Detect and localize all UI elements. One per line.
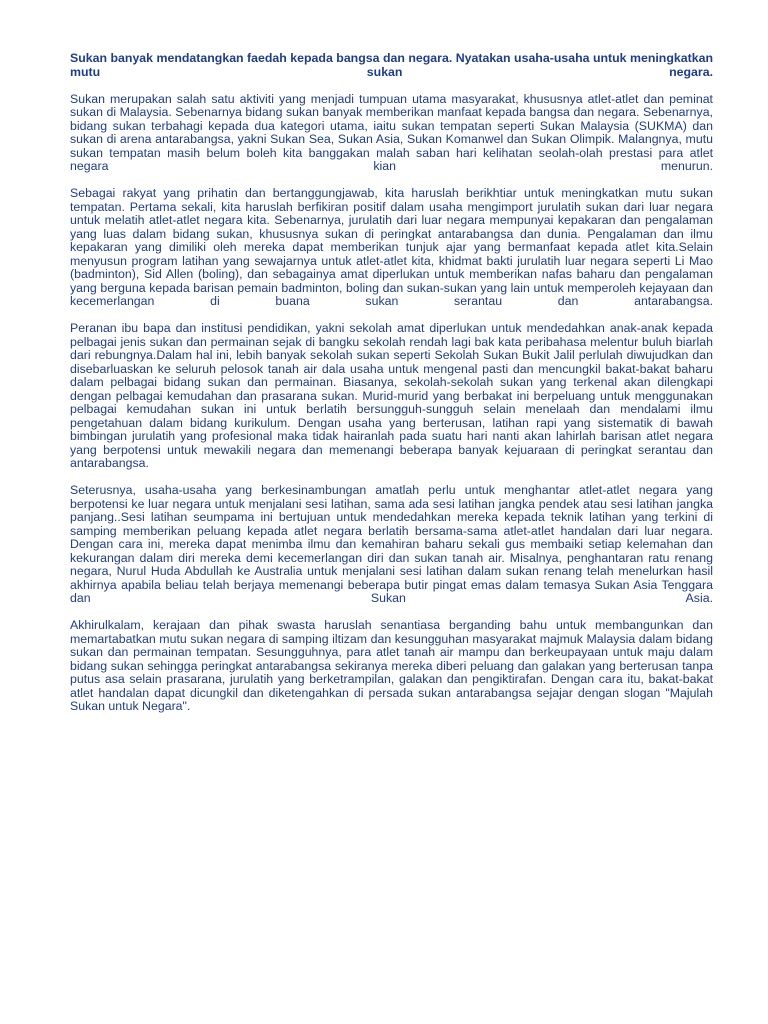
paragraph-overseas-training: Seterusnya, usaha-usaha yang berkesinambungan amatlah perlu untuk menghantar atlet-atlet negara yang berpotensi ke luar negara untuk menjalani sesi latihan, sama ada sesi latihan jangka pendek atau sesi latihan jangka panjang..Sesi latihan seumpama ini bertujuan untuk mendedahkan mereka kepada teknik latihan yang terkini di samping memberikan peluang kepada atlet negara berlatih bersama-sama atlet-atlet handalan dari luar negara. Dengan cara ini, mereka dapat menimba ilmu dan kemahiran baharu sekali gus membaiki setiap kelemahan dan kekurangan dalam diri mereka demi kecemerlangan diri dan sukan tanah air. Misalnya, penghantaran ratu renang negara, Nurul Huda Abdullah ke Australia untuk menjalani sesi latihan dalam sukan renang telah menelurkan hasil akhirnya apabila beliau telah berjaya memenangi beberapa butir pingat emas dalam temasya Sukan Asia Tenggara dan Sukan Asia.	[70, 483, 713, 605]
paragraph-conclusion: Akhirulkalam, kerajaan dan pihak swasta haruslah senantiasa berganding bahu untuk membangunkan dan memartabatkan mutu sukan negara di samping iltizam dan kesungguhan masyarakat majmuk Malaysia dalam bidang sukan dan permainan tempatan. Sesungguhnya, para atlet tanah air mampu dan berkeupayaan untuk maju dalam bidang sukan sehingga peringkat antarabangsa sekiranya mereka diberi peluang dan galakan yang berterusan tanpa putus asa selain prasarana, jurulatih yang berketrampilan, galakan dan pengiktirafan. Dengan cara itu, bakat-bakat atlet handalan dapat dicungkil dan diketengahkan di persada sukan antarabangsa sejajar dengan slogan "Majulah Sukan untuk Negara".	[70, 618, 713, 713]
paragraph-foreign-coaches: Sebagai rakyat yang prihatin dan bertanggungjawab, kita haruslah berikhtiar untuk meningkatkan mutu sukan tempatan. Pertama sekali, kita haruslah berfikiran positif dalam usaha mengimport jurulatih sukan dari luar negara untuk melatih atlet-atlet negara kita. Sebenarnya, jurulatih dari luar negara mempunyai kepakaran dan pengalaman yang luas dalam bidang sukan, khususnya sukan di peringkat antarabangsa dan dunia. Pengalaman dan ilmu kepakaran yang dimiliki oleh mereka dapat memberikan tunjuk ajar yang bermanfaat kepada atlet kita.Selain menyusun program latihan yang sewajarnya untuk atlet-atlet kita, khidmat bakti jurulatih luar negara seperti Li Mao (badminton), Sid Allen (boling), dan sebagainya amat diperlukan untuk memberikan nafas baharu dan pengalaman yang berguna kepada barisan pemain badminton, boling dan sukan-sukan yang lain untuk memperoleh kejayaan dan kecemerlangan di buana sukan serantau dan antarabangsa.	[70, 186, 713, 308]
essay-title: Sukan banyak mendatangkan faedah kepada bangsa dan negara. Nyatakan usaha-usaha untuk meningkatkan mutu sukan negara.	[70, 51, 713, 79]
document-page	[70, 52, 713, 727]
paragraph-intro: Sukan merupakan salah satu aktiviti yang menjadi tumpuan utama masyarakat, khususnya atlet-atlet dan peminat sukan di Malaysia. Sebenarnya bidang sukan banyak memberikan manfaat kepada bangsa dan negara. Sebenarnya, bidang sukan terbahagi kepada dua kategori utama, iaitu sukan tempatan seperti Sukan Malaysia (SUKMA) dan sukan di arena antarabangsa, yakni Sukan Sea, Sukan Asia, Sukan Komanwel dan Sukan Olimpik. Malangnya, mutu sukan tempatan masih belum boleh kita banggakan malah saban hari kelihatan seolah-olah prestasi para atlet negara kian menurun.	[70, 91, 713, 173]
paragraph-parents-schools: Peranan ibu bapa dan institusi pendidikan, yakni sekolah amat diperlukan untuk mendedahkan anak-anak kepada pelbagai jenis sukan dan permainan sejak di bangku sekolah rendah lagi bak kata peribahasa melentur buluh biarlah dari rebungnya.Dalam hal ini, lebih banyak sekolah sukan seperti Sekolah Sukan Bukit Jalil perlulah diwujudkan dan disebarluaskan ke seluruh pelosok tanah air dala usaha untuk mengenal pasti dan mencungkil bakat-bakat baharu dalam pelbagai bidang sukan dan permainan. Biasanya, sekolah-sekolah sukan yang terkenal akan dilengkapi dengan pelbagai kemudahan dan prasarana sukan. Murid-murid yang berbakat ini berpeluang untuk menggunakan pelbagai kemudahan sukan ini untuk berlatih bersungguh-sungguh selain menelaah dan mendalami ilmu pengetahuan dalam bidang kurikulum. Dengan usaha yang berterusan, latihan rapi yang sistematik di bawah bimbingan jurulatih yang profesional maka tidak hairanlah pada suatu hari nanti akan lahirlah barisan atlet negara yang berpotensi untuk mewakili negara dan memenangi beberapa banyak kejuaraan di peringkat serantau dan antarabangsa.	[70, 321, 713, 470]
